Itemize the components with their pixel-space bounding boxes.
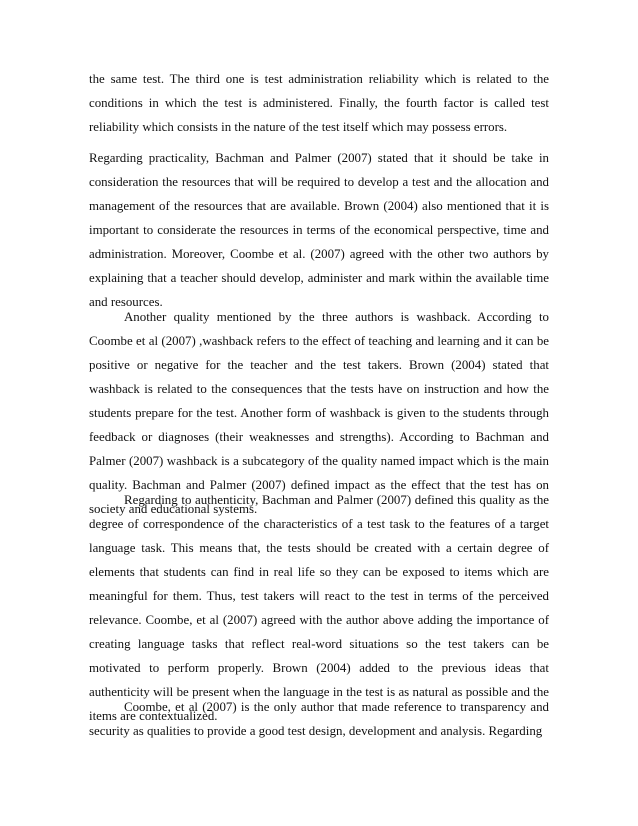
paragraph-practicality: Regarding practicality, Bachman and Palmer (2007) stated that it should be take in consideration the resources that will be required to develop a test and the allocation and management of the resources that are available. Brown (2004) also mentioned that it is important to considerate the resources in terms of the economical perspective, time and administration. Moreover, Coombe et al. (2007) agreed with the other two authors by explaining that a teacher should develop, administer and mark within the available time and resources. <box>89 151 549 309</box>
paragraph-authenticity: Regarding to authenticity, Bachman and Palmer (2007) defined this quality as the degree of correspondence of the characteristics of a test task to the features of a target language task. This means that, the tests should be created with a certain degree of elements that students can find in real life so they can be exposed to items which are meaningful for them. Thus, test takers will react to the test in terms of the perceived relevance. Coombe, et al (2007) agreed with the author above adding the importance of creating language tasks that reflect real-word situations so the test takers can be motivated to perform properly. Brown (2004) added to the previous ideas that authenticity will be present when the language in the test is as natural as possible and the items are contextualized. <box>89 493 549 723</box>
paragraph-reliability-continued: the same test. The third one is test administration reliability which is related to the conditions in which the test is administered. Finally, the fourth factor is called test reliability which consists in the nature of the test itself which may possess errors. <box>89 72 549 134</box>
paragraph-washback: Another quality mentioned by the three authors is washback. According to Coombe et al (2007) ,washback refers to the effect of teaching and learning and it can be positive or negative for the teacher and the test takers. Brown (2004) stated that washback is related to the consequences that the tests have on instruction and how the students prepare for the test. Another form of washback is given to the students through feedback or diagnoses (their weaknesses and strengths). According to Bachman and Palmer (2007) washback is a subcategory of the quality named impact which is the main quality. Bachman and Palmer (2007) defined impact as the effect that the test has on society and educational systems. <box>89 310 549 516</box>
paragraph-transparency-security: Coombe, et al (2007) is the only author that made reference to transparency and security as qualities to provide a good test design, development and analysis. Regarding <box>89 700 549 738</box>
